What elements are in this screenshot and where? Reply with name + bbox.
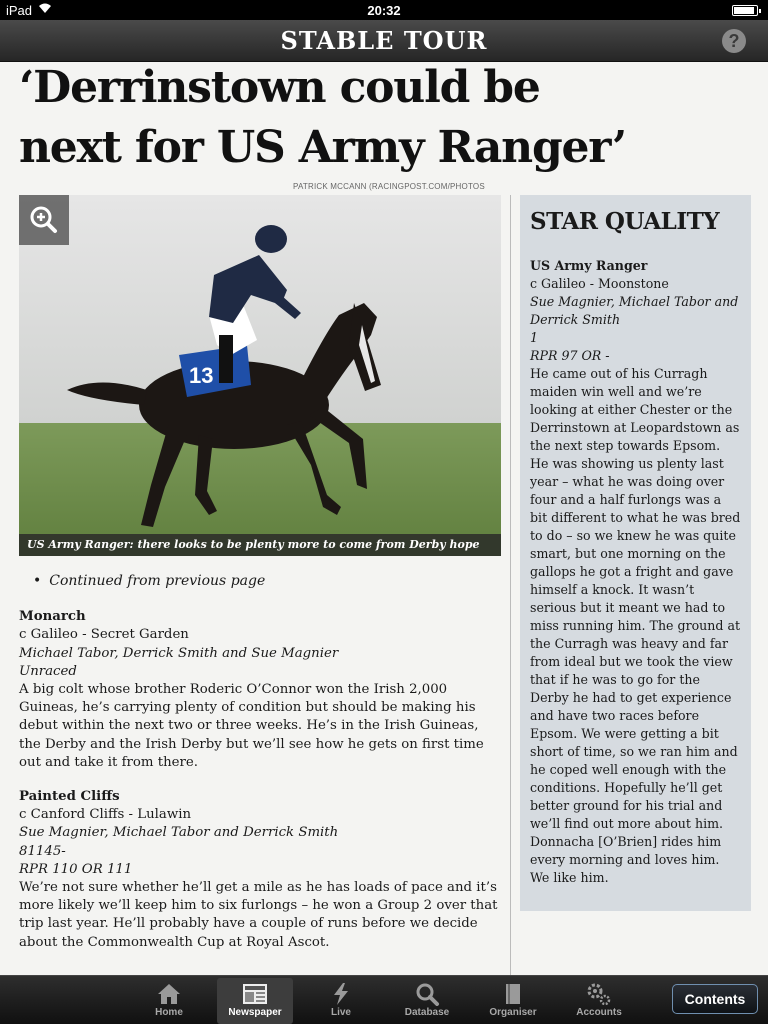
- sidebar-rating: RPR 97 OR -: [530, 348, 610, 363]
- horse-entry: [19, 608, 504, 772]
- tab-label: Home: [155, 1007, 183, 1018]
- star-quality-box: [520, 195, 751, 911]
- tab-label: Organiser: [489, 1007, 537, 1018]
- tab-bar: [0, 975, 768, 1024]
- tab-home[interactable]: [131, 978, 207, 1024]
- sidebar-breeding: c Galileo - Moonstone: [530, 276, 669, 291]
- tab-organiser[interactable]: [475, 978, 551, 1024]
- horse-owners: Michael Tabor, Derrick Smith and Sue Magnier: [19, 645, 339, 661]
- horse-breeding: c Galileo - Secret Garden: [19, 627, 189, 643]
- horse-breeding: c Canford Cliffs - Lulawin: [19, 807, 192, 823]
- battery-icon: [732, 5, 758, 16]
- search-icon: [414, 982, 440, 1006]
- sidebar-form: 1: [530, 330, 539, 345]
- sidebar-title: STAR QUALITY: [530, 208, 720, 235]
- lightning-icon: [331, 982, 351, 1006]
- newspaper-icon: [241, 982, 269, 1006]
- article-body: [19, 572, 504, 968]
- sidebar-horse-name: US Army Ranger: [530, 258, 648, 273]
- home-icon: [156, 982, 182, 1006]
- book-icon: [502, 982, 524, 1006]
- clock: 20:32: [367, 3, 401, 18]
- horse-form: 81145-: [19, 843, 66, 859]
- tab-database[interactable]: [389, 978, 465, 1024]
- gears-icon: [585, 982, 613, 1006]
- horse-name: Painted Cliffs: [19, 789, 120, 805]
- photo-caption: US Army Ranger: there looks to be plenty more to come from Derby hope: [19, 534, 501, 556]
- continued-note: • Continued from previous page: [33, 572, 504, 590]
- sidebar-comment: He came out of his Curragh maiden win well and we’re looking at either Chester or the Derrinstown at Leopardstown as the next step towards Epsom. He was showing us plenty last year – what he was doing over four and a half furlongs was a bit different to what he was bred to do – so we knew he was quite smart, but one morning on the gallops he got a fright and gave himself a knock. It wasn’t serious but it meant we had to miss running him. The ground at the Curragh was heavy and far from ideal but we took the view that if he was to go for the Derby he had to get experience and have two races before Epsom. We were getting a bit short of time, so we ran him and he coped well enough with the conditions. Hopefully he’ll get better ground for his trial and we’ll find out more about him. Donnacha [O’Brien] rides him every morning and loves him. We like him.: [530, 366, 741, 885]
- tab-accounts[interactable]: [561, 978, 637, 1024]
- device-label: iPad: [6, 3, 33, 18]
- tab-label: Live: [330, 1007, 351, 1018]
- headline-line-2: next for US Army Ranger’: [19, 122, 627, 173]
- section-title: STABLE TOUR: [280, 26, 488, 55]
- column-divider: [510, 195, 511, 975]
- sidebar-owners: Sue Magnier, Michael Tabor and Derrick Smith: [530, 294, 739, 327]
- saddle-number: 13: [189, 363, 214, 388]
- contents-button[interactable]: Contents: [672, 984, 758, 1014]
- help-button[interactable]: ?: [722, 29, 746, 53]
- horse-comment: A big colt whose brother Roderic O’Connor won the Irish 2,000 Guineas, he’s carrying plenty of condition but should be making his debut within the next two or three weeks. He’s in the Irish Guineas, the Derby and the Irish Derby but we’ll see how he gets on first time out and take it from there.: [19, 682, 484, 770]
- horse-rating: RPR 110 OR 111: [19, 861, 133, 877]
- status-bar: [0, 0, 768, 20]
- horse-name: Monarch: [19, 609, 86, 625]
- headline-line-1: ‘Derrinstown could be: [19, 62, 540, 113]
- title-bar: [0, 20, 768, 62]
- article-photo[interactable]: [19, 195, 501, 556]
- article-headline: [19, 58, 759, 178]
- horse-owners: Sue Magnier, Michael Tabor and Derrick Smith: [19, 825, 339, 841]
- horse-form: Unraced: [19, 663, 77, 679]
- tab-newspaper[interactable]: [217, 978, 293, 1024]
- horse-comment: We’re not sure whether he’ll get a mile as he has loads of pace and it’s more likely we’ll keep him to six furlongs – he won a Group 2 over that trip last year. He’ll probably have a couple of runs before we decide about the Commonwealth Cup at Royal Ascot.: [19, 880, 498, 950]
- racehorse-photo: [19, 195, 501, 556]
- tab-label: Database: [404, 1007, 450, 1018]
- tab-label: Accounts: [576, 1007, 622, 1018]
- photo-credit: PATRICK MCCANN (RACINGPOST.COM/PHOTOS: [293, 182, 485, 191]
- zoom-button[interactable]: [19, 195, 69, 245]
- horse-entry: [19, 788, 504, 952]
- tab-label: Newspaper: [228, 1007, 282, 1018]
- tab-live[interactable]: [303, 978, 379, 1024]
- zoom-in-icon: [19, 195, 69, 245]
